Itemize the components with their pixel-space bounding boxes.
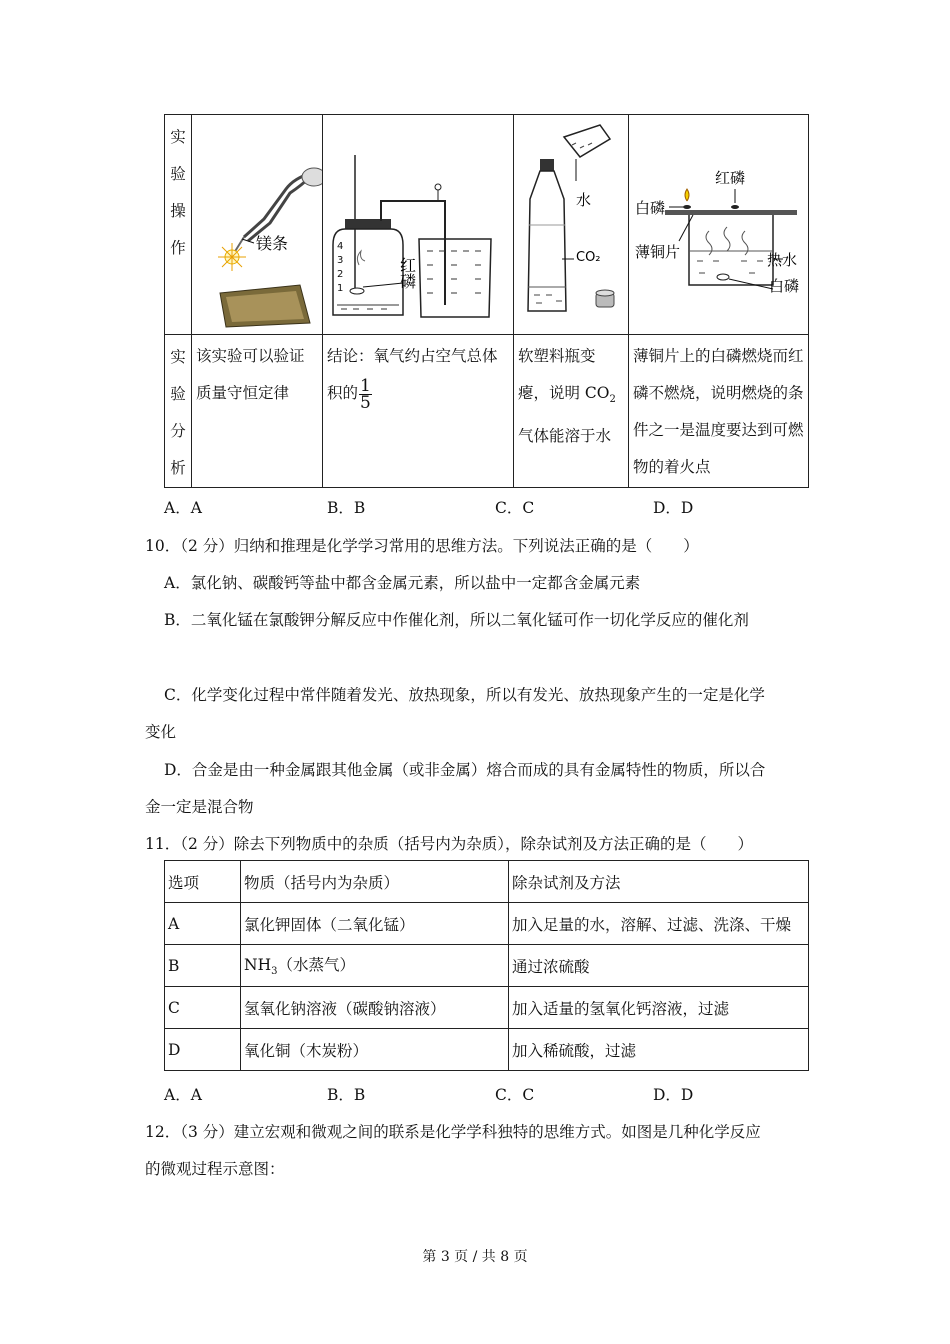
- scale-mark: 3: [337, 255, 344, 266]
- row-label-analysis: [165, 335, 192, 488]
- choice-b[interactable]: B．B: [327, 499, 366, 517]
- impurity: （水蒸气）: [277, 956, 355, 975]
- magnesium-label: 镁条: [256, 234, 289, 253]
- beaker-icon: [564, 125, 610, 157]
- cell-substance: 氧化铜（木炭粉）: [241, 1029, 509, 1071]
- plastic-bottle-figure: [514, 115, 628, 330]
- q10-option-c-cont: 变化: [145, 723, 177, 741]
- analysis-c: [514, 335, 629, 488]
- co2-label: CO₂: [576, 250, 601, 265]
- subscript: 3: [271, 966, 278, 978]
- q12-stem: 12．（3 分）建立宏观和微观之间的联系是化学学科独特的思维方式。如图是几种化学反应: [145, 1123, 761, 1141]
- choice-a[interactable]: A．A: [164, 1086, 202, 1104]
- figure-oxygen-cell: [323, 115, 514, 335]
- cell-option: D: [165, 1029, 241, 1071]
- scale-mark: 1: [337, 283, 344, 294]
- water-label: 水: [576, 191, 592, 209]
- combustion-figure: [629, 115, 807, 330]
- cell-option: C: [165, 987, 241, 1029]
- row-label-operation: [165, 115, 192, 335]
- choice-c[interactable]: C．C: [495, 1086, 535, 1104]
- analysis-c-text: 软塑料瓶变瘪，说明 CO: [518, 347, 610, 402]
- label-char: 实: [170, 128, 186, 146]
- q10-option-d[interactable]: D．合金是由一种金属跟其他金属（或非金属）熔合而成的具有金属特性的物质，所以合: [164, 761, 766, 779]
- scale-mark: 4: [337, 241, 344, 252]
- analysis-d: 薄铜片上的白磷燃烧而红磷不燃烧，说明燃烧的条件之一是温度要达到可燃物的着火点: [629, 335, 809, 488]
- cell-option: A: [165, 903, 241, 945]
- cell-substance: 氯化钾固体（二氧化锰）: [241, 903, 509, 945]
- q10-stem: 10．（2 分）归纳和推理是化学学习常用的思维方法。下列说法正确的是（ ）: [145, 537, 699, 555]
- analysis-b: [323, 335, 514, 488]
- fraction-numerator: 1: [360, 375, 371, 396]
- page-footer: 第 3 页 / 共 8 页: [422, 1249, 528, 1265]
- label-char: 作: [170, 239, 186, 257]
- subscript: 2: [609, 394, 616, 406]
- label-char: 操: [170, 202, 186, 220]
- magnesium-burning-figure: [192, 115, 322, 330]
- choice-d[interactable]: D．D: [653, 1086, 694, 1104]
- q12-stem-cont: 的微观过程示意图：: [145, 1160, 285, 1178]
- hot-water-label: 热水: [767, 251, 798, 269]
- impurity-table: [164, 860, 809, 1071]
- copper-sheet-label: 薄铜片: [635, 243, 681, 261]
- table-row: [165, 1029, 809, 1071]
- fraction: [359, 375, 372, 413]
- q10-option-b[interactable]: B．二氧化锰在氯酸钾分解反应中作催化剂，所以二氧化锰可作一切化学反应的催化剂: [164, 611, 749, 629]
- oxygen-apparatus-figure: [323, 115, 513, 330]
- cell-method: 加入稀硫酸，过滤: [509, 1029, 809, 1071]
- cell-method: 加入适量的氢氧化钙溶液，过滤: [509, 987, 809, 1029]
- choice-d[interactable]: D．D: [653, 499, 694, 517]
- choice-a[interactable]: A．A: [164, 499, 202, 517]
- table-row: [165, 945, 809, 987]
- label-char: 分: [170, 422, 186, 440]
- q10-option-d-cont: 金一定是混合物: [145, 798, 254, 816]
- header-option: 选项: [165, 861, 241, 903]
- choice-c[interactable]: C．C: [495, 499, 535, 517]
- analysis-a: 该实验可以验证质量守恒定律: [192, 335, 323, 488]
- figure-magnesium-cell: [192, 115, 323, 335]
- flame-icon: [218, 243, 246, 271]
- label-char: 实: [170, 348, 186, 366]
- choice-b[interactable]: B．B: [327, 1086, 366, 1104]
- q10-option-a[interactable]: A．氯化钠、碳酸钙等盐中都含金属元素，所以盐中一定都含金属元素: [164, 574, 641, 592]
- scale-mark: 2: [337, 269, 344, 280]
- cell-method: 加入足量的水，溶解、过滤、洗涤、干燥: [509, 903, 809, 945]
- figure-bottle-cell: [514, 115, 629, 335]
- red-phosphorus-top-label: 红磷: [715, 169, 746, 187]
- flame-icon: [685, 189, 689, 201]
- analysis-c-text2: 气体能溶于水: [518, 427, 612, 446]
- header-method: 除杂试剂及方法: [509, 861, 809, 903]
- analysis-b-text: 结论：氧气约占空气总体积的: [327, 347, 498, 402]
- red-phosphorus-label: 红磷: [397, 257, 417, 289]
- fraction-denominator: 5: [360, 392, 371, 413]
- table-row: [165, 987, 809, 1029]
- cell-substance: 氢氧化钠溶液（碳酸钠溶液）: [241, 987, 509, 1029]
- white-phosphorus-bottom-label: 白磷: [769, 277, 800, 295]
- cell-substance: [241, 945, 509, 987]
- label-char: 析: [170, 459, 186, 477]
- label-char: 验: [170, 385, 186, 403]
- q11-stem: 11．（2 分）除去下列物质中的杂质（括号内为杂质），除杂试剂及方法正确的是（ ）: [145, 835, 754, 853]
- white-phosphorus-top-label: 白磷: [635, 199, 666, 217]
- formula: NH: [244, 956, 272, 975]
- header-substance: 物质（括号内为杂质）: [241, 861, 509, 903]
- q10-option-c[interactable]: C．化学变化过程中常伴随着发光、放热现象，所以有发光、放热现象产生的一定是化学: [164, 686, 765, 704]
- cell-option: B: [165, 945, 241, 987]
- cell-method: 通过浓硫酸: [509, 945, 809, 987]
- figure-combustion-cell: [629, 115, 809, 335]
- experiment-table: [164, 114, 809, 488]
- table-header-row: [165, 861, 809, 903]
- table-row: [165, 903, 809, 945]
- label-char: 验: [170, 165, 186, 183]
